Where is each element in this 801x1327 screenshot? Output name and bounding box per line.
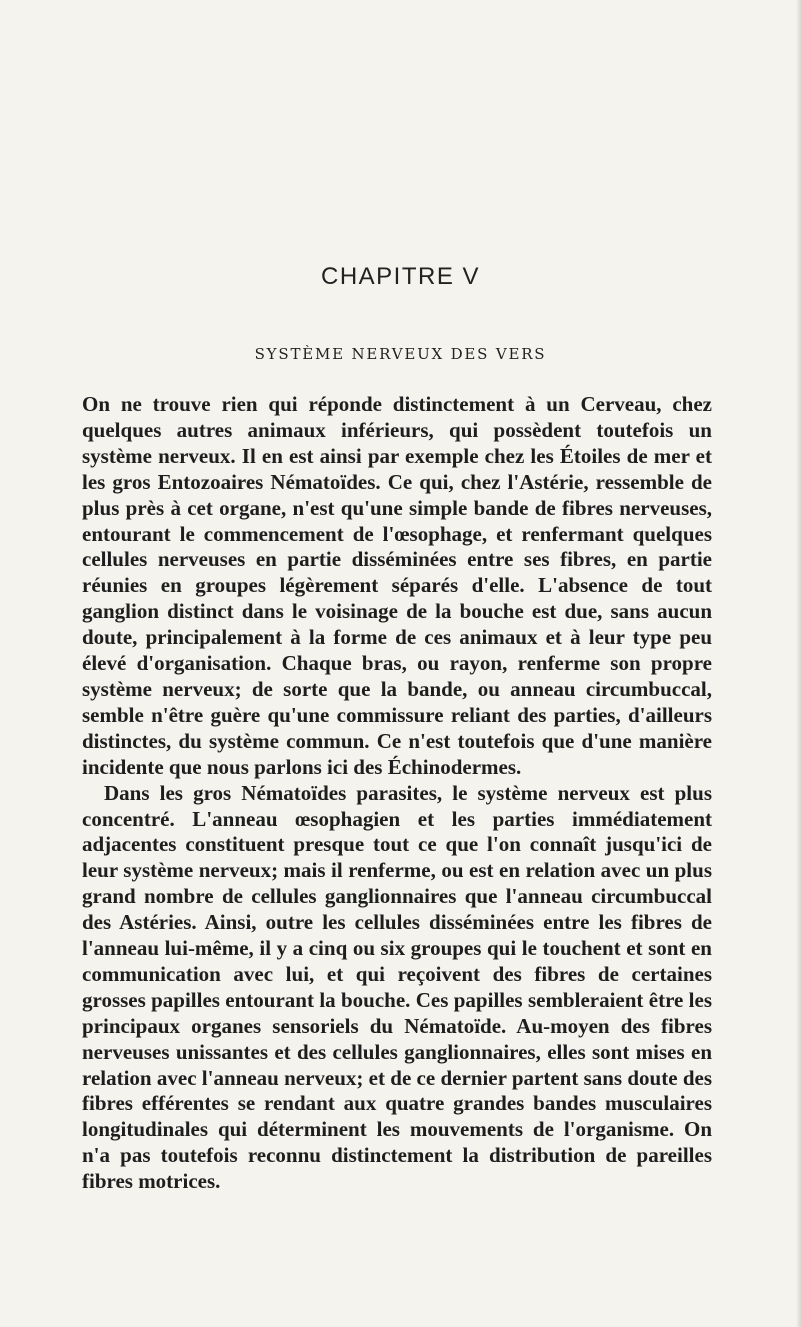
page-edge-shadow [796,0,801,1327]
chapter-title: CHAPITRE V [320,263,481,290]
section-title: SYSTÈME NERVEUX DES VERS [254,345,547,363]
paragraph-1: On ne trouve rien qui réponde distinctement à un Cerveau, chez quelques autres animaux inférieurs, qui possèdent toutefois un système nerveux. Il en est ainsi par exemple chez les Étoiles de mer et les gros Entozoaires Nématoïdes. Ce qui, chez l'Astérie, ressemble de plus près à cet organe, n'est qu'une simple bande de fibres nerveuses, entourant le commencement de l'œsophage, et renfermant quelques cellules nerveuses en partie disséminées entre ses fibres, en partie réunies en groupes légèrement séparés d'elle. L'absence de tout ganglion distinct dans le voisinage de la bouche est due, sans aucun doute, principalement à la forme de ces animaux et à leur type peu élevé d'organisation. Chaque bras, ou rayon, renferme son propre système nerveux; de sorte que la bande, ou anneau circumbuccal, semble n'être guère qu'une commissure reliant des parties, d'ailleurs distinctes, du système commun. Ce n'est toutefois que d'une manière incidente que nous parlons ici des Échinodermes. [82,392,712,779]
body-text [82,392,712,1195]
paragraph-2: Dans les gros Nématoïdes parasites, le système nerveux est plus concentré. L'anneau œsophagien et les parties immédiatement adjacentes constituent presque tout ce que l'on connaît jusqu'ici de leur système nerveux; mais il renferme, ou est en relation avec un plus grand nombre de cellules ganglionnaires que l'anneau circumbuccal des Astéries. Ainsi, outre les cellules disséminées entre les fibres de l'anneau lui-même, il y a cinq ou six groupes qui le touchent et sont en communication avec lui, et qui reçoivent des fibres de certaines grosses papilles entourant la bouche. Ces papilles sembleraient être les principaux organes sensoriels du Nématoïde. Au-moyen des fibres nerveuses unissantes et des cellules ganglionnaires, elles sont mises en relation avec l'anneau nerveux; et de ce dernier partent sans doute des fibres efférentes se rendant aux quatre grandes bandes musculaires longitudinales qui déterminent les mouvements de l'organisme. On n'a pas toutefois reconnu distinctement la distribution de pareilles fibres motrices. [82,780,712,1194]
